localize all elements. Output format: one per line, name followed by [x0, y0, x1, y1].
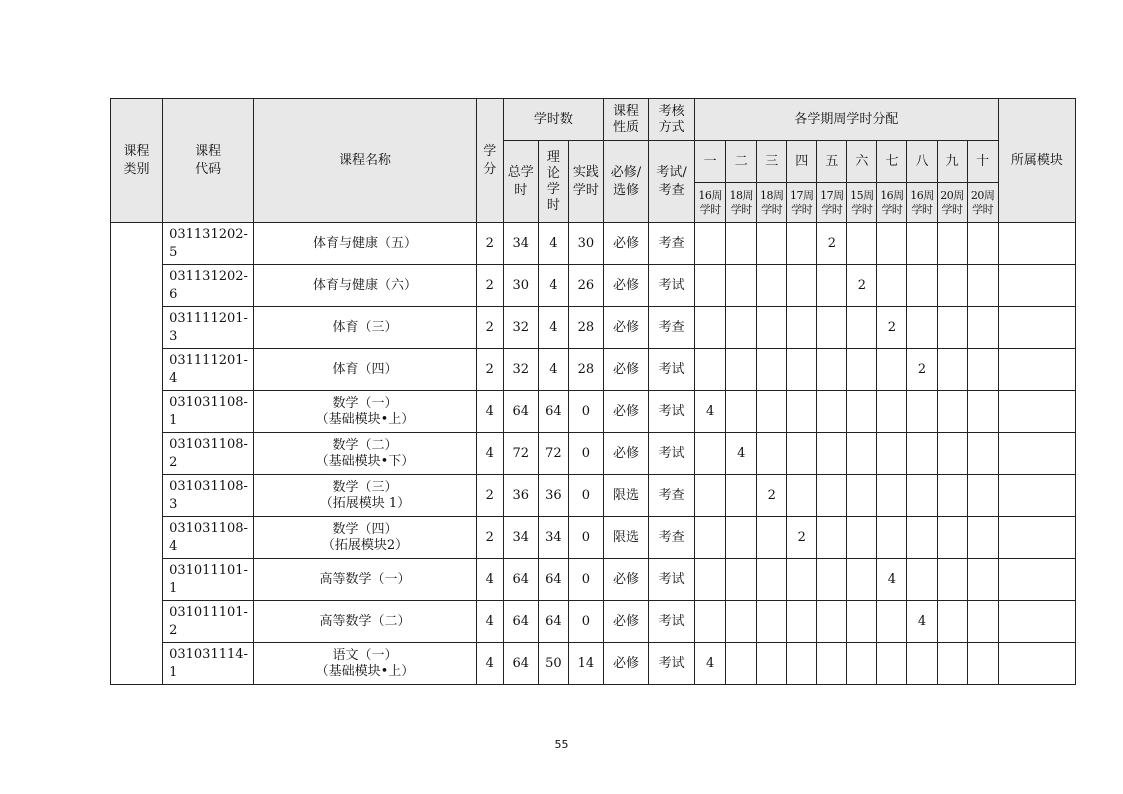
course-module: [998, 517, 1075, 559]
course-theory-hours: 64: [538, 559, 568, 601]
course-total-hours: 34: [503, 517, 538, 559]
course-practice-hours: 0: [568, 475, 603, 517]
course-exam: 考查: [649, 223, 695, 265]
course-total-hours: 64: [503, 601, 538, 643]
course-exam: 考试: [649, 349, 695, 391]
course-nature: 必修: [603, 601, 648, 643]
course-nature: 限选: [603, 475, 648, 517]
semester-hours: [695, 559, 726, 601]
semester-hours: [757, 433, 787, 475]
course-credit: 4: [476, 559, 503, 601]
semester-hours: [847, 475, 877, 517]
semester-hours: [817, 643, 847, 685]
semester-hours: [726, 223, 757, 265]
header-weeks: 20周 学时: [937, 183, 967, 223]
semester-hours: [877, 349, 907, 391]
course-total-hours: 36: [503, 475, 538, 517]
header-weeks: 18周 学时: [726, 183, 757, 223]
course-module: [998, 391, 1075, 433]
course-code: 031011101-1: [163, 559, 254, 601]
semester-hours: 2: [757, 475, 787, 517]
course-theory-hours: 4: [538, 307, 568, 349]
course-nature: 必修: [603, 223, 648, 265]
course-theory-hours: 64: [538, 601, 568, 643]
header-weeks: 16周 学时: [695, 183, 726, 223]
header-weeks: 15周 学时: [847, 183, 877, 223]
semester-hours: [937, 391, 967, 433]
header-semester: 三: [757, 141, 787, 183]
table-row: [111, 307, 1076, 349]
semester-hours: [787, 643, 817, 685]
header-semester: 十: [967, 141, 998, 183]
semester-hours: [817, 517, 847, 559]
course-credit: 4: [476, 433, 503, 475]
course-total-hours: 72: [503, 433, 538, 475]
semester-hours: [847, 559, 877, 601]
semester-hours: [695, 475, 726, 517]
semester-hours: [757, 223, 787, 265]
semester-hours: [967, 517, 998, 559]
course-theory-hours: 64: [538, 391, 568, 433]
semester-hours: [817, 349, 847, 391]
course-credit: 2: [476, 517, 503, 559]
course-total-hours: 64: [503, 391, 538, 433]
semester-hours: [695, 265, 726, 307]
course-practice-hours: 0: [568, 559, 603, 601]
header-module: 所属模块: [998, 99, 1075, 223]
course-name: 数学（二） （基础模块•下）: [254, 433, 476, 475]
semester-hours: [967, 265, 998, 307]
header-semester: 二: [726, 141, 757, 183]
header-total-hours: 总学 时: [503, 141, 538, 223]
semester-hours: [847, 601, 877, 643]
semester-hours: [695, 307, 726, 349]
semester-hours: [757, 349, 787, 391]
course-credit: 2: [476, 223, 503, 265]
course-module: [998, 601, 1075, 643]
header-name: 课程名称: [254, 99, 476, 223]
table-row: [111, 349, 1076, 391]
course-total-hours: 32: [503, 349, 538, 391]
semester-hours: [726, 601, 757, 643]
semester-hours: [757, 391, 787, 433]
semester-hours: [726, 265, 757, 307]
course-practice-hours: 0: [568, 517, 603, 559]
header-weeks: 17周 学时: [817, 183, 847, 223]
header-exam-check: 考试/ 考查: [649, 141, 695, 223]
semester-hours: 4: [726, 433, 757, 475]
course-exam: 考试: [649, 643, 695, 685]
semester-hours: [877, 475, 907, 517]
semester-hours: [757, 559, 787, 601]
curriculum-table: [110, 98, 1076, 685]
semester-hours: [726, 391, 757, 433]
semester-hours: [757, 307, 787, 349]
semester-hours: [695, 349, 726, 391]
semester-hours: [907, 559, 937, 601]
course-exam: 考试: [649, 265, 695, 307]
course-total-hours: 64: [503, 643, 538, 685]
table-row: [111, 475, 1076, 517]
course-code: 031131202-6: [163, 265, 254, 307]
course-theory-hours: 50: [538, 643, 568, 685]
course-name: 语文（一） （基础模块•上）: [254, 643, 476, 685]
table-body: [111, 223, 1076, 685]
header-theory-hours: 理 论 学 时: [538, 141, 568, 223]
header-exam-mode: 考核 方式: [649, 99, 695, 141]
course-exam: 考查: [649, 475, 695, 517]
course-name: 体育（三）: [254, 307, 476, 349]
semester-hours: [817, 391, 847, 433]
course-name: 数学（四） （拓展模块2）: [254, 517, 476, 559]
semester-hours: 2: [787, 517, 817, 559]
course-exam: 考查: [649, 307, 695, 349]
semester-hours: [967, 349, 998, 391]
semester-hours: [877, 643, 907, 685]
header-semester: 四: [787, 141, 817, 183]
semester-hours: [817, 559, 847, 601]
course-credit: 4: [476, 643, 503, 685]
course-name: 高等数学（二）: [254, 601, 476, 643]
course-name: 高等数学（一）: [254, 559, 476, 601]
course-practice-hours: 26: [568, 265, 603, 307]
course-name: 数学（一） （基础模块•上）: [254, 391, 476, 433]
course-nature: 必修: [603, 391, 648, 433]
semester-hours: [787, 475, 817, 517]
semester-hours: [967, 475, 998, 517]
course-practice-hours: 14: [568, 643, 603, 685]
course-code: 031111201-4: [163, 349, 254, 391]
table-row: [111, 223, 1076, 265]
semester-hours: [695, 601, 726, 643]
table-row: [111, 643, 1076, 685]
semester-hours: [907, 433, 937, 475]
course-exam: 考查: [649, 517, 695, 559]
course-practice-hours: 28: [568, 307, 603, 349]
semester-hours: [847, 433, 877, 475]
course-theory-hours: 36: [538, 475, 568, 517]
semester-hours: [937, 349, 967, 391]
course-nature: 必修: [603, 559, 648, 601]
page-number: 55: [554, 738, 569, 751]
semester-hours: [726, 349, 757, 391]
header-credit: 学 分: [476, 99, 503, 223]
semester-hours: [967, 391, 998, 433]
semester-hours: [877, 223, 907, 265]
course-code: 031031108-2: [163, 433, 254, 475]
semester-hours: [787, 391, 817, 433]
semester-hours: [787, 223, 817, 265]
semester-hours: [787, 559, 817, 601]
table-row: [111, 265, 1076, 307]
course-practice-hours: 28: [568, 349, 603, 391]
course-code: 031011101-2: [163, 601, 254, 643]
course-module: [998, 307, 1075, 349]
semester-hours: [967, 307, 998, 349]
semester-hours: 2: [817, 223, 847, 265]
course-nature: 必修: [603, 643, 648, 685]
semester-hours: 2: [877, 307, 907, 349]
course-exam: 考试: [649, 391, 695, 433]
semester-hours: [787, 265, 817, 307]
semester-hours: [847, 643, 877, 685]
course-theory-hours: 34: [538, 517, 568, 559]
semester-hours: [937, 223, 967, 265]
semester-hours: [847, 223, 877, 265]
course-nature: 限选: [603, 517, 648, 559]
semester-hours: [726, 643, 757, 685]
semester-hours: [847, 307, 877, 349]
course-credit: 2: [476, 265, 503, 307]
course-credit: 4: [476, 391, 503, 433]
semester-hours: [907, 307, 937, 349]
semester-hours: [907, 517, 937, 559]
course-total-hours: 32: [503, 307, 538, 349]
header-required-elective: 必修/ 选修: [603, 141, 648, 223]
semester-hours: [695, 223, 726, 265]
course-code: 031131202-5: [163, 223, 254, 265]
header-semester: 七: [877, 141, 907, 183]
course-module: [998, 559, 1075, 601]
semester-hours: 4: [907, 601, 937, 643]
semester-hours: [847, 517, 877, 559]
semester-hours: [937, 433, 967, 475]
semester-hours: [817, 475, 847, 517]
semester-hours: [937, 307, 967, 349]
semester-hours: [817, 433, 847, 475]
header-semester: 一: [695, 141, 726, 183]
semester-hours: [817, 265, 847, 307]
course-code: 031031108-4: [163, 517, 254, 559]
course-code: 031031108-1: [163, 391, 254, 433]
header-practice-hours: 实践 学时: [568, 141, 603, 223]
course-code: 031031108-3: [163, 475, 254, 517]
course-theory-hours: 4: [538, 223, 568, 265]
course-credit: 4: [476, 601, 503, 643]
course-name: 体育与健康（六）: [254, 265, 476, 307]
semester-hours: [695, 433, 726, 475]
header-weeks: 17周 学时: [787, 183, 817, 223]
course-code: 031111201-3: [163, 307, 254, 349]
semester-hours: [937, 265, 967, 307]
course-practice-hours: 30: [568, 223, 603, 265]
course-code: 031031114-1: [163, 643, 254, 685]
semester-hours: [937, 475, 967, 517]
header-weeks: 16周 学时: [907, 183, 937, 223]
semester-hours: [907, 223, 937, 265]
header-weeks: 16周 学时: [877, 183, 907, 223]
semester-hours: [726, 475, 757, 517]
semester-hours: [817, 601, 847, 643]
course-name: 体育（四）: [254, 349, 476, 391]
course-name: 数学（三） （拓展模块 1）: [254, 475, 476, 517]
semester-hours: [757, 265, 787, 307]
semester-hours: [757, 601, 787, 643]
course-exam: 考试: [649, 601, 695, 643]
semester-hours: [907, 265, 937, 307]
header-semester: 五: [817, 141, 847, 183]
semester-hours: [877, 433, 907, 475]
semester-hours: [695, 517, 726, 559]
header-semester-group: 各学期周学时分配: [695, 99, 999, 141]
semester-hours: [877, 601, 907, 643]
header-semester: 八: [907, 141, 937, 183]
table-row: [111, 517, 1076, 559]
semester-hours: [847, 391, 877, 433]
course-credit: 2: [476, 307, 503, 349]
course-module: [998, 223, 1075, 265]
course-total-hours: 64: [503, 559, 538, 601]
semester-hours: [967, 559, 998, 601]
course-practice-hours: 0: [568, 601, 603, 643]
header-hours-group: 学时数: [503, 99, 603, 141]
course-module: [998, 349, 1075, 391]
course-theory-hours: 72: [538, 433, 568, 475]
semester-hours: [817, 307, 847, 349]
semester-hours: [907, 475, 937, 517]
semester-hours: [937, 643, 967, 685]
semester-hours: [937, 601, 967, 643]
course-nature: 必修: [603, 349, 648, 391]
semester-hours: [726, 307, 757, 349]
course-credit: 2: [476, 475, 503, 517]
course-practice-hours: 0: [568, 433, 603, 475]
semester-hours: [877, 265, 907, 307]
table-row: [111, 391, 1076, 433]
semester-hours: [757, 517, 787, 559]
header-weeks: 20周 学时: [967, 183, 998, 223]
semester-hours: 4: [877, 559, 907, 601]
semester-hours: 4: [695, 643, 726, 685]
semester-hours: 2: [847, 265, 877, 307]
table-row: [111, 601, 1076, 643]
semester-hours: [937, 517, 967, 559]
semester-hours: [937, 559, 967, 601]
course-total-hours: 30: [503, 265, 538, 307]
header-semester: 九: [937, 141, 967, 183]
header-category: 课程 类别: [111, 99, 163, 223]
semester-hours: [967, 433, 998, 475]
header-semester: 六: [847, 141, 877, 183]
header-weeks: 18周 学时: [757, 183, 787, 223]
header-code: 课程 代码: [163, 99, 254, 223]
course-theory-hours: 4: [538, 349, 568, 391]
course-exam: 考试: [649, 433, 695, 475]
table-row: [111, 433, 1076, 475]
semester-hours: [726, 559, 757, 601]
course-theory-hours: 4: [538, 265, 568, 307]
row-category-cell: [111, 223, 163, 685]
course-credit: 2: [476, 349, 503, 391]
course-module: [998, 475, 1075, 517]
header-nature: 课程 性质: [603, 99, 648, 141]
semester-hours: [847, 349, 877, 391]
semester-hours: [787, 601, 817, 643]
course-name: 体育与健康（五）: [254, 223, 476, 265]
semester-hours: [877, 391, 907, 433]
semester-hours: [907, 391, 937, 433]
semester-hours: [787, 433, 817, 475]
semester-hours: [726, 517, 757, 559]
semester-hours: [907, 643, 937, 685]
course-module: [998, 265, 1075, 307]
table-row: [111, 559, 1076, 601]
course-nature: 必修: [603, 265, 648, 307]
semester-hours: [967, 223, 998, 265]
course-nature: 必修: [603, 307, 648, 349]
semester-hours: [787, 349, 817, 391]
semester-hours: [967, 601, 998, 643]
semester-hours: 4: [695, 391, 726, 433]
course-total-hours: 34: [503, 223, 538, 265]
course-module: [998, 643, 1075, 685]
semester-hours: [877, 517, 907, 559]
semester-hours: 2: [907, 349, 937, 391]
course-module: [998, 433, 1075, 475]
semester-hours: [967, 643, 998, 685]
course-exam: 考试: [649, 559, 695, 601]
course-practice-hours: 0: [568, 391, 603, 433]
semester-hours: [787, 307, 817, 349]
course-nature: 必修: [603, 433, 648, 475]
semester-hours: [757, 643, 787, 685]
